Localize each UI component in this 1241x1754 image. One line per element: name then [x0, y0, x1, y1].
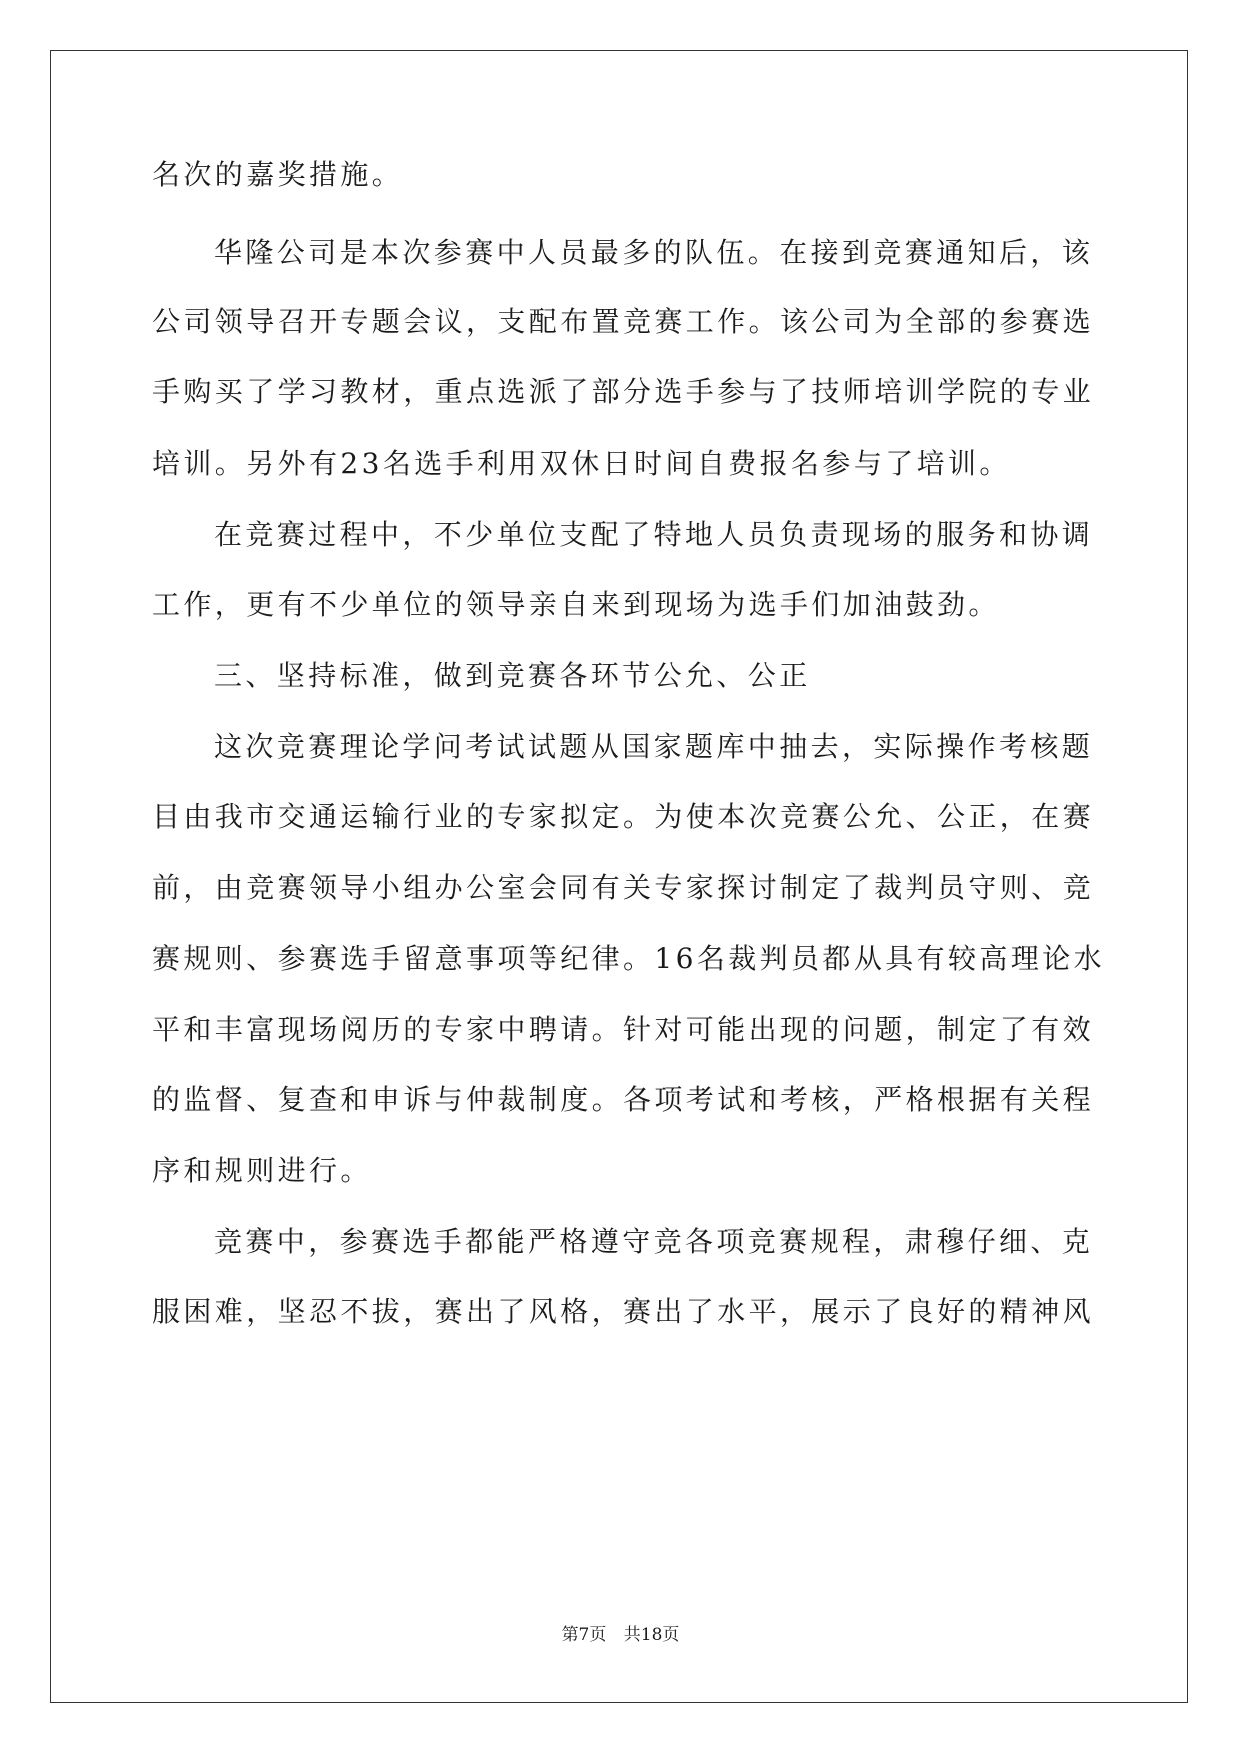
text-line: 这次竞赛理论学问考试试题从国家题库中抽去，实际操作考核题: [214, 730, 1094, 763]
page-total: 共18页: [623, 1625, 680, 1645]
text-line: 前，由竞赛领导小组办公室会同有关专家探讨制定了裁判员守则、竞: [152, 871, 1095, 904]
text-line: 的监督、复查和申诉与仲裁制度。各项考试和考核，严格根据有关程: [152, 1083, 1095, 1116]
text-line: 工作，更有不少单位的领导亲自来到现场为选手们加油鼓劲。: [152, 588, 1000, 621]
text-line: 竞赛中，参赛选手都能严格遵守竞各项竞赛规程，肃穆仔细、克: [214, 1225, 1094, 1258]
text-line: 序和规则进行。: [152, 1154, 372, 1187]
page-footer: [0, 1620, 1241, 1645]
text-line: 赛规则、参赛选手留意事项等纪律。16名裁判员都从具有较高理论水: [152, 942, 1106, 975]
text-line: 华隆公司是本次参赛中人员最多的队伍。在接到竞赛通知后，该: [214, 236, 1094, 269]
text-line: 目由我市交通运输行业的专家拟定。为使本次竞赛公允、公正，在赛: [152, 800, 1095, 833]
text-line: 服困难，坚忍不拔，赛出了风格，赛出了水平，展示了良好的精神风: [152, 1295, 1095, 1328]
text-line: 平和丰富现场阅历的专家中聘请。针对可能出现的问题，制定了有效: [152, 1013, 1095, 1046]
text-line: 手购买了学习教材，重点选派了部分选手参与了技师培训学院的专业: [152, 375, 1095, 408]
section-heading: 三、坚持标准，做到竞赛各环节公允、公正: [214, 659, 811, 692]
text-line: 培训。另外有23名选手利用双休日时间自费报名参与了培训。: [152, 447, 1011, 480]
page-number: 第7页: [561, 1625, 607, 1645]
text-line: 名次的嘉奖措施。: [152, 158, 404, 191]
text-line: 公司领导召开专题会议，支配布置竞赛工作。该公司为全部的参赛选: [152, 305, 1095, 338]
text-line: 在竞赛过程中，不少单位支配了特地人员负责现场的服务和协调: [214, 518, 1094, 551]
